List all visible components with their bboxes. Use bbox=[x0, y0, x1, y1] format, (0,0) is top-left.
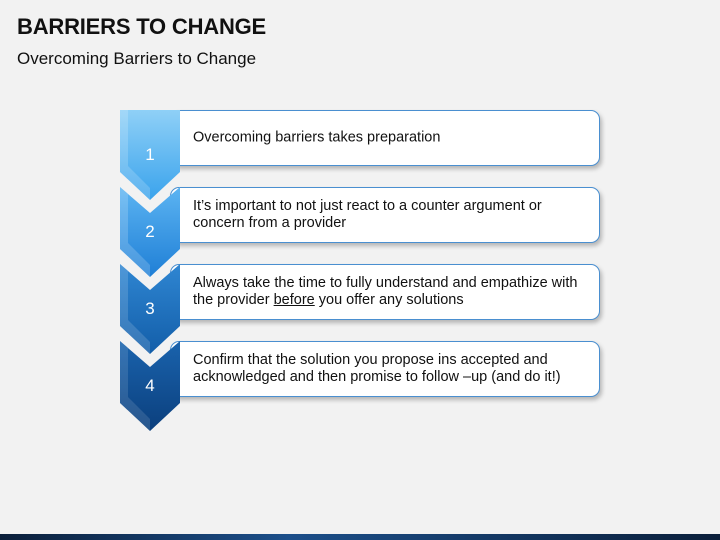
footer-bar bbox=[0, 534, 720, 540]
slide-title: BARRIERS TO CHANGE bbox=[17, 14, 267, 39]
step-2-box bbox=[170, 187, 600, 243]
slide-subtitle: Overcoming Barriers to Change bbox=[17, 49, 257, 68]
step-1-text: Overcoming barriers takes preparation bbox=[193, 129, 441, 146]
step-3-number: 3 bbox=[145, 299, 155, 318]
step-4-number: 4 bbox=[145, 376, 155, 395]
step-1-box bbox=[170, 110, 600, 166]
emphasis-before: before bbox=[273, 292, 315, 308]
step-4-text: Confirm that the solution you propose ins accepted and acknowledged and then promise to follow –up (and do it!) bbox=[193, 352, 561, 385]
step-3-box bbox=[170, 264, 600, 320]
step-1-number: 1 bbox=[145, 145, 155, 164]
step-4-box bbox=[170, 341, 600, 397]
step-2-text: It’s important to not just react to a counter argument or concern from a provider bbox=[193, 198, 542, 231]
step-2-number: 2 bbox=[145, 222, 155, 241]
step-3-text: Always take the time to fully understand and empathize with the provider before you offer any solutions bbox=[193, 275, 578, 308]
